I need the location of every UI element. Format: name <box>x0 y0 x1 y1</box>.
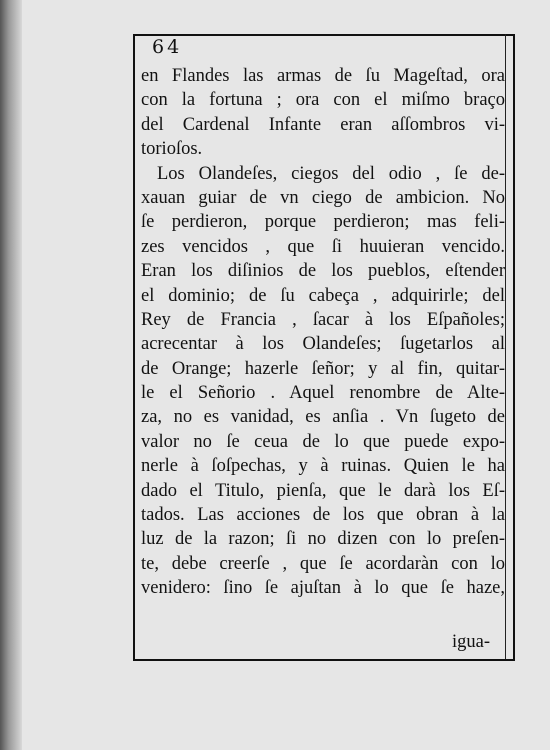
text-line: del Cardenal Infante eran aſſombros vi- <box>141 114 505 135</box>
text-line: Eran los diſinios de los pueblos, eſtender <box>141 261 505 282</box>
text-line: dado el Titulo, pienſa, que le darà los Eſ- <box>141 480 505 501</box>
text-line: ſe perdieron, porque perdieron; mas feli- <box>141 212 505 233</box>
text-line: de Orange; hazerle ſeñor; y al fin, quitar- <box>141 358 505 379</box>
text-line: acrecentar à los Olandeſes; ſugetarlos al <box>141 334 505 355</box>
text-line: el dominio; de ſu cabeça , adquirirle; del <box>141 285 505 306</box>
text-line: tados. Las acciones de los que obran à la <box>141 505 505 526</box>
page-number: 64 <box>152 36 183 58</box>
body-text <box>141 64 505 601</box>
text-line: zes vencidos , que ſi huuieran vencido. <box>141 236 505 257</box>
text-line: luz de la razon; ſi no dizen con lo preſen- <box>141 529 505 550</box>
text-line: le el Señorio . Aquel renombre de Alte- <box>141 383 505 404</box>
text-line: con la fortuna ; ora con el miſmo braço <box>141 90 505 111</box>
text-line: valor no ſe ceua de lo que puede expo- <box>141 431 505 452</box>
text-line: nerle à ſoſpechas, y à ruinas. Quien le ha <box>141 456 505 477</box>
text-line: Rey de Francia , ſacar à los Eſpañoles; <box>141 309 505 330</box>
text-line: torioſos. <box>141 139 203 160</box>
page-gutter-shadow <box>0 0 22 750</box>
frame-inner-rule <box>505 34 506 659</box>
text-line: za, no es vanidad, es anſia . Vn ſugeto de <box>141 407 505 428</box>
text-line: en Flandes las armas de ſu Mageſtad, ora <box>141 66 505 86</box>
text-line: xauan guiar de vn ciego de ambicion. No <box>141 187 505 208</box>
catchword: igua- <box>452 632 491 652</box>
text-line: te, debe creerſe , que ſe acordaràn con lo <box>141 553 505 574</box>
text-line: venidero: ſino ſe ajuſtan à lo que ſe haze, <box>141 578 505 599</box>
text-line: Los Olandeſes, ciegos del odio , ſe de- <box>157 163 505 184</box>
